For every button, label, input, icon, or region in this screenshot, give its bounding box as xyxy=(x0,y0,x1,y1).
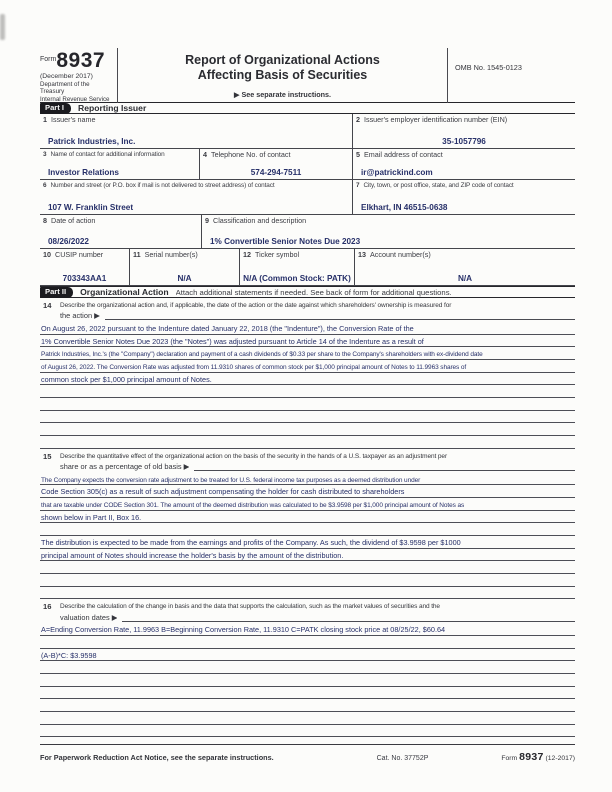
form-footer xyxy=(40,751,575,763)
question-15-text xyxy=(60,452,575,473)
form-bottom-rule xyxy=(40,744,575,745)
form-number: 8937 xyxy=(56,49,106,72)
field-label xyxy=(356,151,572,159)
agency-line2: Internal Revenue Service xyxy=(40,95,110,103)
field-label-text: Serial number(s) xyxy=(144,249,198,259)
field-label-text: Email address of contact xyxy=(364,149,443,159)
field-label-text: Date of action xyxy=(51,215,96,225)
field-email xyxy=(353,149,575,179)
field-city-state-zip xyxy=(353,180,575,214)
field-number: 7 xyxy=(356,181,360,189)
field-number: 11 xyxy=(133,249,141,259)
question-15-line2: share or as a percentage of old basis ▶ xyxy=(60,462,190,472)
part1-heading: Reporting Issuer xyxy=(78,103,147,113)
answer-entry-rule xyxy=(122,613,575,622)
answer-line xyxy=(40,636,575,649)
field-number: 4 xyxy=(203,149,207,159)
field-label-text: Issuer's employer identification number (EIN) xyxy=(364,114,508,124)
field-label xyxy=(43,217,198,225)
field-number: 8 xyxy=(43,215,47,225)
answer-line: The distribution is expected to be made from the earnings and profits of the Company. As such, the dividend of $3.9598 per $1000 xyxy=(40,536,575,549)
answer-line xyxy=(40,411,575,424)
field-cusip xyxy=(40,249,130,285)
field-street xyxy=(40,180,353,214)
field-account-numbers xyxy=(355,249,575,285)
field-label xyxy=(356,116,572,124)
field-number: 13 xyxy=(358,249,366,259)
field-date-of-action xyxy=(40,215,202,248)
classification-value: 1% Convertible Senior Notes Due 2023 xyxy=(210,236,361,246)
answer-16 xyxy=(40,623,575,737)
field-number: 3 xyxy=(43,150,47,158)
answer-line xyxy=(40,699,575,712)
answer-line: 1% Convertible Senior Notes Due 2023 (the "Notes") was adjusted pursuant to Article 14 of the Indenture as a result of xyxy=(40,335,575,348)
field-label xyxy=(133,251,236,259)
question-16-text xyxy=(60,602,575,623)
part2-heading-note: Attach additional statements if needed. See back of form for additional questions. xyxy=(175,287,452,297)
issuer-name-value: Patrick Industries, Inc. xyxy=(48,136,136,146)
field-number: 12 xyxy=(243,249,251,259)
date-of-action-value: 08/26/2022 xyxy=(48,236,89,246)
question-14-line2: the action ▶ xyxy=(60,311,100,321)
field-label xyxy=(243,251,351,259)
field-label xyxy=(43,151,196,159)
question-14-number: 14 xyxy=(43,301,52,310)
field-number: 10 xyxy=(43,249,51,259)
form-title xyxy=(118,53,447,82)
answer-line: The Company expects the conversion rate adjustment to be treated for U.S. federal income tax purposes as a deemed distribution under xyxy=(40,473,575,486)
answer-entry-rule xyxy=(105,311,575,320)
answer-line xyxy=(40,587,575,600)
answer-line: principal amount of Notes should increase the holder's basis by the amount of the distribution. xyxy=(40,549,575,562)
answer-line xyxy=(40,712,575,725)
footer-form-number: 8937 xyxy=(519,751,544,764)
form-revision: (December 2017) xyxy=(40,73,93,80)
city-state-zip-value: Elkhart, IN 46515-0638 xyxy=(361,202,448,212)
part2-heading: Organizational Action xyxy=(80,287,169,297)
answer-line xyxy=(40,674,575,687)
paperwork-notice: For Paperwork Reduction Act Notice, see the separate instructions. xyxy=(40,753,274,763)
answer-line xyxy=(40,725,575,738)
question-16-line2: valuation dates ▶ xyxy=(60,612,118,622)
answer-line: common stock per $1,000 principal amount of Notes. xyxy=(40,373,575,386)
field-label xyxy=(43,116,349,124)
form-title-line1: Report of Organizational Actions xyxy=(185,53,380,67)
field-label xyxy=(356,182,572,190)
answer-line: (A-B)*C: $3.9598 xyxy=(40,649,575,662)
part1-header-bar xyxy=(40,102,575,114)
field-label xyxy=(205,217,572,225)
field-label-text: Name of contact for additional information xyxy=(50,150,165,158)
omb-number: OMB No. 1545-0123 xyxy=(455,63,522,72)
field-label-text: Issuer's name xyxy=(51,114,96,124)
question-14 xyxy=(40,298,575,322)
answer-line: A=Ending Conversion Rate, 11.9963 B=Beginning Conversion Rate, 11.9310 C=PATK closing stock price at 08/25/22, $60.64 xyxy=(40,623,575,636)
footer-form-id xyxy=(501,751,575,763)
field-label-text: Classification and description xyxy=(213,215,307,225)
answer-line xyxy=(40,574,575,587)
field-label-text: Number and street (or P.O. box if mail is not delivered to street address) of contact xyxy=(50,181,275,189)
answer-line xyxy=(40,436,575,449)
contact-name-value: Investor Relations xyxy=(48,167,119,177)
address-row xyxy=(40,180,575,215)
answer-line: shown below in Part II, Box 16. xyxy=(40,511,575,524)
field-label-text: Ticker symbol xyxy=(255,249,300,259)
footer-form-word: Form xyxy=(501,755,518,763)
part1-tag: Part I xyxy=(40,103,71,114)
field-label xyxy=(43,182,349,190)
field-ticker xyxy=(240,249,355,285)
ein-value: 35-1057796 xyxy=(442,136,486,146)
question-16-line1: Describe the calculation of the change in basis and the data that supports the calculation, such as the market values of securities and the xyxy=(60,603,440,611)
footer-form-revision: (12-2017) xyxy=(545,755,575,763)
omb-block xyxy=(447,48,575,103)
contact-row xyxy=(40,149,575,180)
answer-line xyxy=(40,398,575,411)
question-14-line1: Describe the organizational action and, if applicable, the date of the action or the date against which shareholders' ownership is measured for xyxy=(60,302,452,309)
answer-line xyxy=(40,423,575,436)
question-15 xyxy=(40,449,575,473)
field-contact-name xyxy=(40,149,200,179)
answer-14 xyxy=(40,322,575,449)
cusip-value: 703343AA1 xyxy=(62,273,107,283)
part2-tag: Part II xyxy=(40,287,73,298)
answer-entry-rule xyxy=(194,462,575,471)
field-label-text: Telephone No. of contact xyxy=(211,149,291,159)
ticker-value: N/A (Common Stock: PATK) xyxy=(243,273,351,283)
answer-line xyxy=(40,687,575,700)
answer-line: of August 26, 2022. The Conversion Rate was adjusted from 11.9310 shares of common stock per $1,000 principal amount of Notes to 11.9963 shares of xyxy=(40,360,575,373)
see-instructions-note: ▶ See separate instructions. xyxy=(233,90,331,99)
field-label xyxy=(203,151,349,159)
answer-line xyxy=(40,523,575,536)
action-row xyxy=(40,215,575,249)
question-14-text xyxy=(60,301,575,322)
security-id-row xyxy=(40,249,575,286)
field-label-text: Account number(s) xyxy=(370,249,431,259)
field-serial-numbers xyxy=(130,249,240,285)
form-content xyxy=(40,48,575,763)
field-number: 5 xyxy=(356,149,360,159)
answer-line xyxy=(40,661,575,674)
answer-line: Patrick Industries, Inc.'s (the "Company") declaration and payment of a cash dividends of $0.33 per share to the Company's shareholders with ex-dividend date xyxy=(40,347,575,360)
field-number: 9 xyxy=(205,215,209,225)
answer-line xyxy=(40,561,575,574)
field-label xyxy=(358,251,572,259)
form-id-block xyxy=(40,48,118,103)
answer-line: that are taxable under CODE Section 301. The amount of the deemed distribution was calculated to be $3.9598 per $1,000 principal amount of Notes as xyxy=(40,498,575,511)
field-label xyxy=(43,251,126,259)
part2-header-bar xyxy=(40,286,575,298)
question-15-line1: Describe the quantitative effect of the organizational action on the basis of the security in the hands of a U.S. taxpayer as an adjustment per xyxy=(60,452,448,460)
form-header xyxy=(40,48,575,102)
street-value: 107 W. Franklin Street xyxy=(48,202,134,212)
field-classification xyxy=(202,215,575,248)
telephone-value: 574-294-7511 xyxy=(250,167,302,177)
form-title-block xyxy=(118,48,447,103)
field-number: 1 xyxy=(43,114,47,124)
agency-line1: Department of the Treasury xyxy=(40,81,90,96)
answer-line: Code Section 305(c) as a result of such adjustment compensating the holder for cash distributed to shareholders xyxy=(40,485,575,498)
question-15-number: 15 xyxy=(43,451,52,461)
answer-line: On August 26, 2022 pursuant to the Indenture dated January 22, 2018 (the "Indenture"), the Conversion Rate of the xyxy=(40,322,575,335)
answer-line xyxy=(40,385,575,398)
catalog-number: Cat. No. 37752P xyxy=(376,755,429,763)
field-label-text: City, town, or post office, state, and ZIP code of contact xyxy=(363,181,514,189)
serial-numbers-value: N/A xyxy=(177,273,192,283)
account-numbers-value: N/A xyxy=(457,273,473,283)
issuer-row xyxy=(40,114,575,149)
answer-15 xyxy=(40,473,575,600)
question-16-number: 16 xyxy=(43,602,52,612)
field-issuer-name xyxy=(40,114,353,148)
field-number: 2 xyxy=(356,114,360,124)
field-number: 6 xyxy=(43,181,47,189)
field-ein xyxy=(353,114,575,148)
question-16 xyxy=(40,599,575,623)
field-telephone xyxy=(200,149,353,179)
field-label-text: CUSIP number xyxy=(55,249,104,259)
form-title-line2: Affecting Basis of Securities xyxy=(197,67,368,82)
email-value: ir@patrickind.com xyxy=(361,167,433,177)
scan-artifact xyxy=(0,14,5,40)
form-word: Form xyxy=(40,56,57,63)
